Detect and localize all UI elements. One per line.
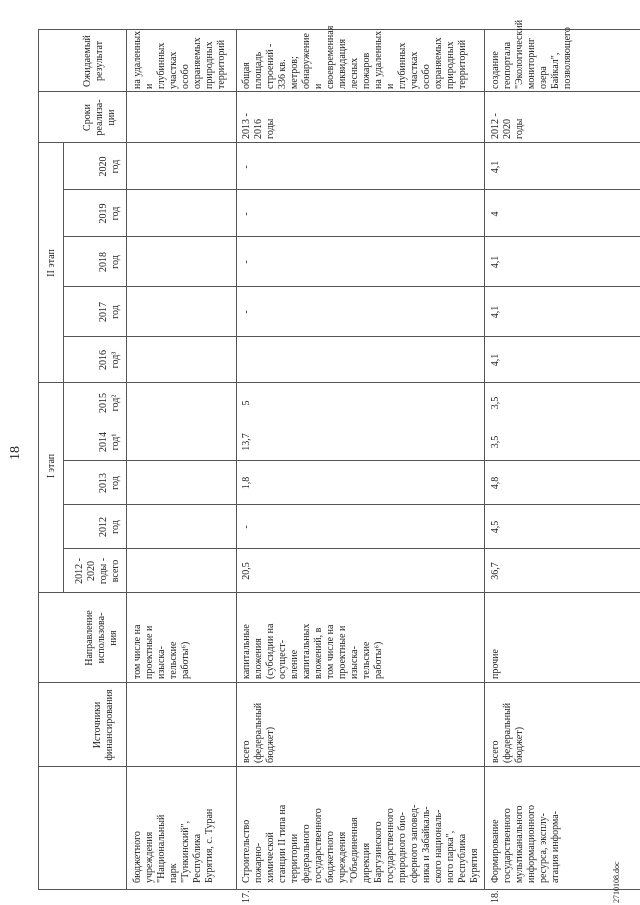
row-18-number: 18.	[490, 890, 501, 903]
row-18-value-2015: 3,5	[490, 396, 501, 410]
header-year-2013: 2013 год	[98, 473, 121, 493]
header-year-2018: 2018 год	[98, 252, 121, 272]
header-year-2015: 2015 год²	[98, 393, 121, 413]
col-line-period	[38, 91, 640, 92]
header-year-2012: 2012 год	[98, 517, 121, 537]
header-result: Ожидаемый результат	[82, 35, 105, 87]
row-18-source: всего (федеральный бюджет)	[490, 702, 525, 763]
row-18-direction: прочие	[490, 649, 501, 679]
col-line-2019	[63, 189, 640, 190]
row-17-value-2012: -	[241, 525, 252, 529]
row-18-value-2017: 4,1	[490, 305, 501, 319]
header-stage1: I этап	[46, 453, 57, 479]
row-17-value-2014: 13,7	[241, 433, 252, 451]
header-stage2: II этап	[46, 249, 57, 277]
row-18-value-2020: 4,1	[490, 160, 501, 174]
row-17-number: 17.	[241, 890, 252, 903]
col-line-stage2	[38, 382, 640, 383]
header-year-2017: 2017 год	[98, 302, 121, 322]
table-left-border	[38, 889, 640, 890]
header-year-2014: 2014 год¹	[98, 432, 121, 452]
header-year-2019: 2019 год	[98, 203, 121, 224]
table-top-border	[38, 30, 39, 890]
header-sources: Источники финансирования	[92, 689, 115, 761]
row-18-result: создание геопортала "Экологический мониторинг озера Байкал", позволяющего	[490, 19, 573, 89]
row-18-period: 2012 - 2020 годы	[490, 113, 525, 139]
row-17-name: Строительство пожарно- химической станции II типа на территории федерального государственного бюджетного учреждения "Объединенная дирекция Баргузинского государственного природного био- сферного заповед- ника и Забайкаль- ского националь- ного парка", Республика Бурятия	[241, 804, 480, 883]
row-18-name: Формирование государственного мультиканального информационного ресурса, эксплу- атация информа-	[490, 805, 561, 883]
row-18-value-2012: 4,5	[490, 520, 501, 534]
col-line-2018	[63, 236, 640, 237]
row-continuation-result: на удаленных и глубинных участках особо охраняемых природных территорий	[132, 30, 227, 89]
row-17-period: 2013 - 2016 годы	[241, 113, 276, 139]
col-line-2014	[63, 460, 640, 461]
row-17-source: всего (федеральный бюджет)	[241, 702, 276, 763]
row-18-value-2019: 4	[490, 211, 501, 217]
row-17-direction: капитальные вложения (субсидии на осущест- вление капитальных вложений, в том числе на проектные и изыска- тельские работы⁶)	[241, 623, 384, 679]
row-17-value-2020: -	[241, 165, 252, 169]
col-line-sources	[38, 766, 640, 767]
row-18-value-2018: 4,1	[490, 255, 501, 269]
row-continuation-direction: том числе на проектные и изыска- тельские работы⁶)	[132, 624, 191, 679]
col-line-direction	[38, 682, 640, 683]
row-17-value-2017: -	[241, 310, 252, 314]
col-line-2013	[63, 504, 640, 505]
col-line-2017	[63, 286, 640, 287]
row-continuation-name: бюджетного учреждения "Национальный парк "Тункинский", Республика Бурятия, с. Туран	[132, 808, 215, 883]
header-period: Сроки реализа- ции	[82, 99, 117, 136]
header-year-2020: 2020 год	[98, 156, 121, 177]
row-17-value-2015: 5	[241, 400, 252, 406]
col-line-2012	[63, 548, 640, 549]
row-18-value-2013: 4,8	[490, 476, 501, 490]
row-17-total: 20,5	[241, 562, 252, 580]
header-total: 2012 - 2020 годы - всего	[74, 557, 121, 585]
row-18-value-2016: 4,1	[490, 353, 501, 367]
row-17-value-2019: -	[241, 212, 252, 216]
row-17-result: общая площадь строений - 336 кв. метров; обнаружение и своевременная ликвидация лесных пожаров на удаленных и глубинных участках особо охраняемых природных территорий	[241, 25, 468, 89]
header-direction: Направление использова- ния	[84, 610, 119, 666]
row-18-total: 36,7	[490, 562, 501, 580]
header-year-2016: 2016 год³	[98, 350, 121, 370]
stage-divider-line	[63, 143, 64, 593]
row-17-value-2013: 1,8	[241, 476, 252, 490]
col-line-2020	[38, 142, 640, 143]
footer-filename: 2710108.doc	[612, 861, 621, 903]
col-line-2016	[63, 336, 640, 337]
row-18-value-2014: 3,5	[490, 435, 501, 449]
page-number: 18	[8, 446, 23, 460]
row-17-value-2018: -	[241, 260, 252, 264]
